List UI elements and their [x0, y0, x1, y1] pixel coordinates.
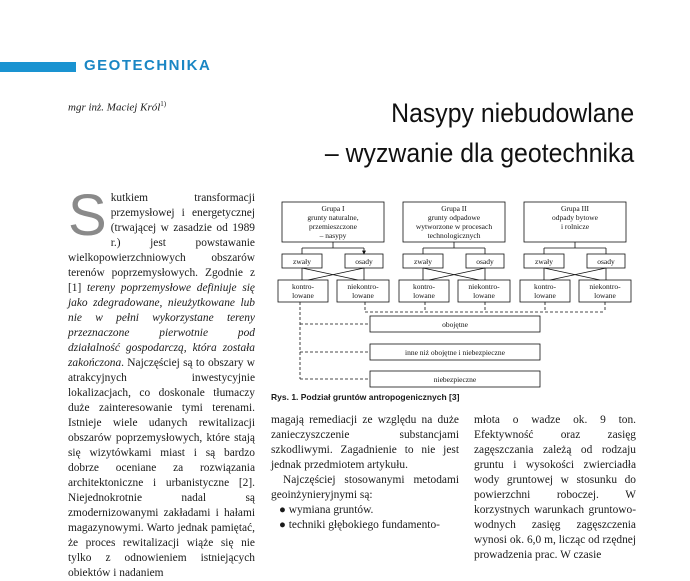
group-1-line-2: grunty naturalne, — [307, 213, 359, 222]
intro-text-1: kutkiem transformacji przemysłowej i energetycznej (trwającej w zasadzie od 1989 r.) jest powstawanie wielkopowierzchniowych obszarów terenów poprzemysłowych. Zgodnie z [1] — [68, 192, 255, 294]
osady-label-3: osady — [597, 257, 615, 266]
section-header: GEOTECHNIKA — [84, 57, 212, 74]
niekontro-label-2a: niekontro- — [468, 282, 500, 291]
soil-classification-diagram — [270, 194, 640, 392]
group-3-title: Grupa III — [560, 204, 590, 213]
group-2-line-3: wytworzone w procesach — [415, 222, 493, 231]
section-color-bar — [0, 62, 76, 72]
body-column-3 — [474, 413, 636, 561]
group-1-line-3: przemieszczone — [309, 222, 357, 231]
niekontro-label-3a: niekontro- — [589, 282, 621, 291]
intro-text-2: . Najczęściej są to obszary w atrakcyjnych inwestycyjnie lokalizacjach, co doskonale tłumaczy duże zainteresowanie tymi terenami. Istnieje wiele udanych rewitalizacji obszarów poprzemysłowych, które stają się wizytówkami miast i są bardzo dobrze oceniane za rozwiązania architektoniczne i urbanistyczne [2]. Niejednokrotnie nadal są zmodernizowanymi zakładami i hałami magazynowymi. Warto jednak pamiętać, że proces rewitalizacji wiąże się nie tylko z odnowieniem istniejących obiektów i nadaniem — [68, 357, 255, 579]
zwaly-label-1: zwały — [293, 257, 311, 266]
kontro-label-1a: kontro- — [291, 282, 315, 291]
osady-label-1: osady — [355, 257, 373, 266]
body-column-2 — [271, 413, 459, 531]
niekontro-label-2b: lowane — [473, 291, 495, 300]
author-footnote-mark: 1) — [160, 100, 167, 108]
niekontro-label-1a: niekontro- — [347, 282, 379, 291]
kontro-label-2a: kontro- — [412, 282, 436, 291]
niekontro-label-1b: lowane — [352, 291, 374, 300]
col2-bullet-2: ● techniki głębokiego fundamento- — [279, 519, 440, 531]
group-1-line-4: – nasypy — [319, 231, 347, 240]
col2-paragraph-2: Najczęściej stosowanymi metodami geoinżynieryjnymi są: — [271, 474, 459, 501]
group-2-line-4: technologicznych — [427, 231, 481, 240]
figure-caption: Rys. 1. Podział gruntów antropogenicznych [3] — [271, 392, 460, 402]
zwaly-label-2: zwały — [414, 257, 432, 266]
group-2-title: Grupa II — [441, 204, 467, 213]
col3-paragraph-1: młota o wadze ok. 9 ton. Efektywność oraz zasięg zagęszczania zależą od rodzaju gruntu i wysokości zwierciadła wody gruntowej w stosunku do powierzchni roboczej. W korzystnych warunkach gruntowo-wodnych zasięg zagęszczenia wynosi ok. 6,0 m, licząc od rzędnej prowadzenia prac. W czasie — [474, 414, 636, 561]
group-2-line-2: grunty odpadowe — [427, 213, 481, 222]
osady-label-2: osady — [476, 257, 494, 266]
author-name: mgr inż. Maciej Król — [68, 101, 161, 114]
group-1-title: Grupa I — [321, 204, 345, 213]
article-title-line-1: Nasypy niebudowlane — [390, 98, 634, 128]
col2-paragraph-1: magają remediacji ze względu na duże zanieczyszczenie substancjami szkodliwymi. Zagadnienie to nie jest jednak przedmiotem artykułu. — [271, 414, 459, 471]
category-inne-label: inne niż obojętne i niebezpieczne — [405, 348, 505, 357]
zwaly-label-3: zwały — [535, 257, 553, 266]
kontro-label-3b: lowane — [534, 291, 556, 300]
intro-paragraph — [68, 183, 255, 581]
article-title-line-2: – wyzwanie dla geotechnika — [324, 138, 634, 168]
niekontro-label-3b: lowane — [594, 291, 616, 300]
category-obojetne-label: obojętne — [442, 320, 468, 329]
group-3-line-3: i rolnicze — [560, 222, 590, 231]
definition-quote: tereny poprzemysłowe definiuje się jako zdegradowane, nieużytkowane lub nie w pełni wykorzystane tereny przeznaczone pierwotnie pod działalność gospodarczą, która została zakończona — [68, 282, 255, 369]
group-3-line-2: odpady bytowe — [551, 213, 599, 222]
col2-bullet-1: ● wymiana gruntów. — [279, 504, 374, 516]
category-niebezpieczne-label: niebezpieczne — [433, 375, 477, 384]
drop-cap: S — [68, 183, 107, 248]
kontro-label-1b: lowane — [292, 291, 314, 300]
body-column-1 — [68, 183, 255, 579]
kontro-label-3a: kontro- — [533, 282, 557, 291]
author — [68, 100, 166, 114]
kontro-label-2b: lowane — [413, 291, 435, 300]
